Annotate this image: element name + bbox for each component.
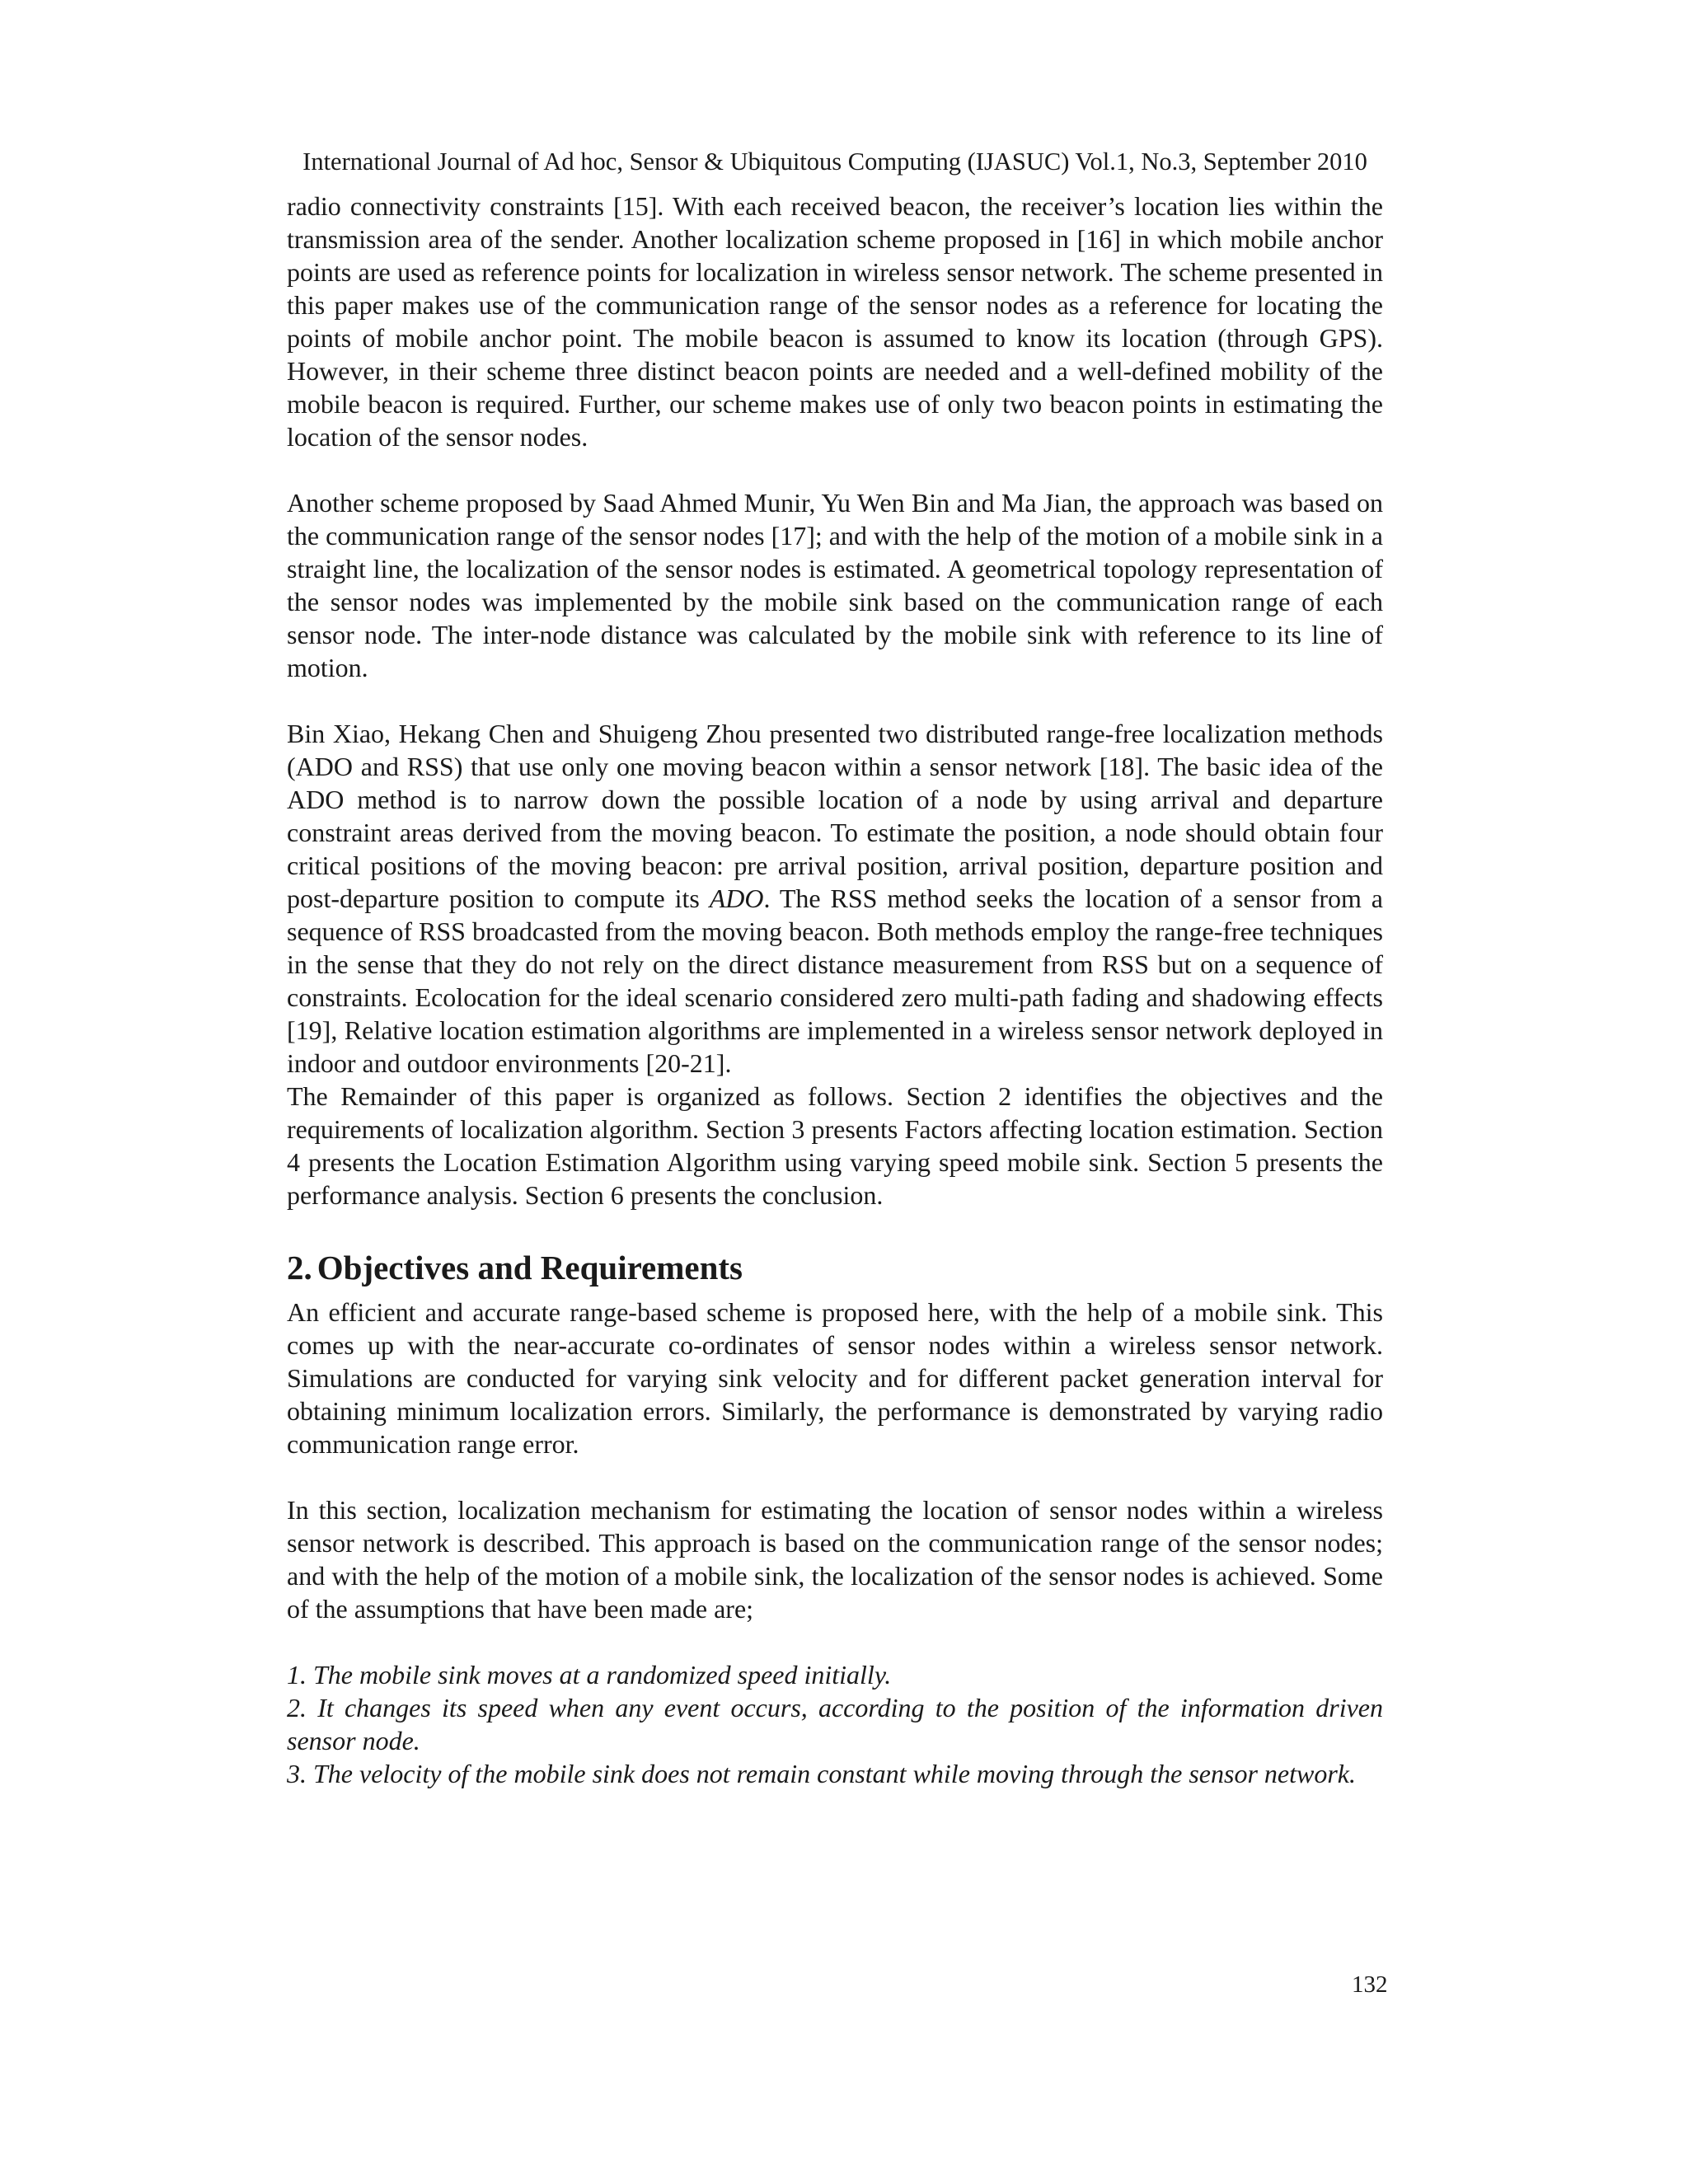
section-2-heading <box>287 1248 1383 1287</box>
body-paragraph-1: radio connectivity constraints [15]. With each received beacon, the receiver’s location lies within the transmission area of the sender. Another localization scheme proposed in [16] in which mobile anchor points are used as reference points for localization in wireless sensor network. The scheme presented in this paper makes use of the communication range of the sensor nodes as a reference for locating the points of mobile anchor point. The mobile beacon is assumed to know its location (through GPS). However, in their scheme three distinct beacon points are needed and a well-defined mobility of the mobile beacon is required. Further, our scheme makes use of only two beacon points in estimating the location of the sensor nodes. <box>287 191 1383 452</box>
paragraph-gap <box>287 453 1383 486</box>
section-2-number: 2. <box>287 1249 312 1286</box>
assumptions-list <box>287 1658 1383 1790</box>
paragraph-gap <box>287 1460 1383 1493</box>
assumption-item: 3. The velocity of the mobile sink does not remain constant while moving through the sensor network. <box>287 1759 1356 1788</box>
paper-page <box>287 145 1383 1790</box>
paragraph-3-text-start: Bin Xiao, Hekang Chen and Shuigeng Zhou presented two distributed range-free localization methods (ADO and RSS) that use only one moving beacon within a sensor network [18]. The basic idea of the ADO method is to narrow down the possible location of a node by using arrival and departure constraint areas derived from the moving beacon. To estimate the position, a node should obtain four critical positions of the moving beacon: pre arrival position, arrival position, departure position and post-departure position to compute its <box>287 719 1383 913</box>
section-2-paragraph-1: An efficient and accurate range-based scheme is proposed here, with the help of a mobile sink. This comes up with the near-accurate co-ordinates of sensor nodes within a wireless sensor network. Simulations are conducted for varying sink velocity and for different packet generation interval for obtaining minimum localization errors. Similarly, the performance is demonstrated by varying radio communication range error. <box>287 1297 1383 1459</box>
body-paragraph-3 <box>287 717 1383 1080</box>
assumption-item: 1. The mobile sink moves at a randomized speed initially. <box>287 1660 892 1690</box>
page-number: 132 <box>1352 1971 1388 1998</box>
assumption-item: 2. It changes its speed when any event occurs, according to the position of the information driven sensor node. <box>287 1693 1383 1755</box>
body-paragraph-4: The Remainder of this paper is organized as follows. Section 2 identifies the objectives and the requirements of localization algorithm. Section 3 presents Factors affecting location estimation. Section 4 presents the Location Estimation Algorithm using varying speed mobile sink. Section 5 presents the performance analysis. Section 6 presents the conclusion. <box>287 1081 1383 1210</box>
paragraph-3-text-end: . The RSS method seeks the location of a sensor from a sequence of RSS broadcasted from the moving beacon. Both methods employ the range-free techniques in the sense that they do not rely on the direct distance measurement from RSS but on a sequence of constraints. Ecolocation for the ideal scenario considered zero multi-path fading and shadowing effects [19], Relative location estimation algorithms are implemented in a wireless sensor network deployed in indoor and outdoor environments [20-21]. <box>287 883 1384 1078</box>
paragraph-gap <box>287 684 1383 717</box>
section-2-paragraph-2: In this section, localization mechanism for estimating the location of sensor nodes within a wireless sensor network is described. This approach is based on the communication range of the sensor nodes; and with the help of the motion of a mobile sink, the localization of the sensor nodes is achieved. Some of the assumptions that have been made are; <box>287 1495 1383 1624</box>
section-2-title: Objectives and Requirements <box>316 1249 743 1286</box>
ado-italic-term: ADO <box>709 883 764 913</box>
running-header: International Journal of Ad hoc, Sensor & Ubiquitous Computing (IJASUC) Vol.1, No.3, September 2010 <box>302 148 1367 176</box>
body-paragraph-2: Another scheme proposed by Saad Ahmed Munir, Yu Wen Bin and Ma Jian, the approach was based on the communication range of the sensor nodes [17]; and with the help of the motion of a mobile sink in a straight line, the localization of the sensor nodes is estimated. A geometrical topology representation of the sensor nodes was implemented by the mobile sink based on the communication range of each sensor node. The inter-node distance was calculated by the mobile sink with reference to its line of motion. <box>287 488 1383 682</box>
